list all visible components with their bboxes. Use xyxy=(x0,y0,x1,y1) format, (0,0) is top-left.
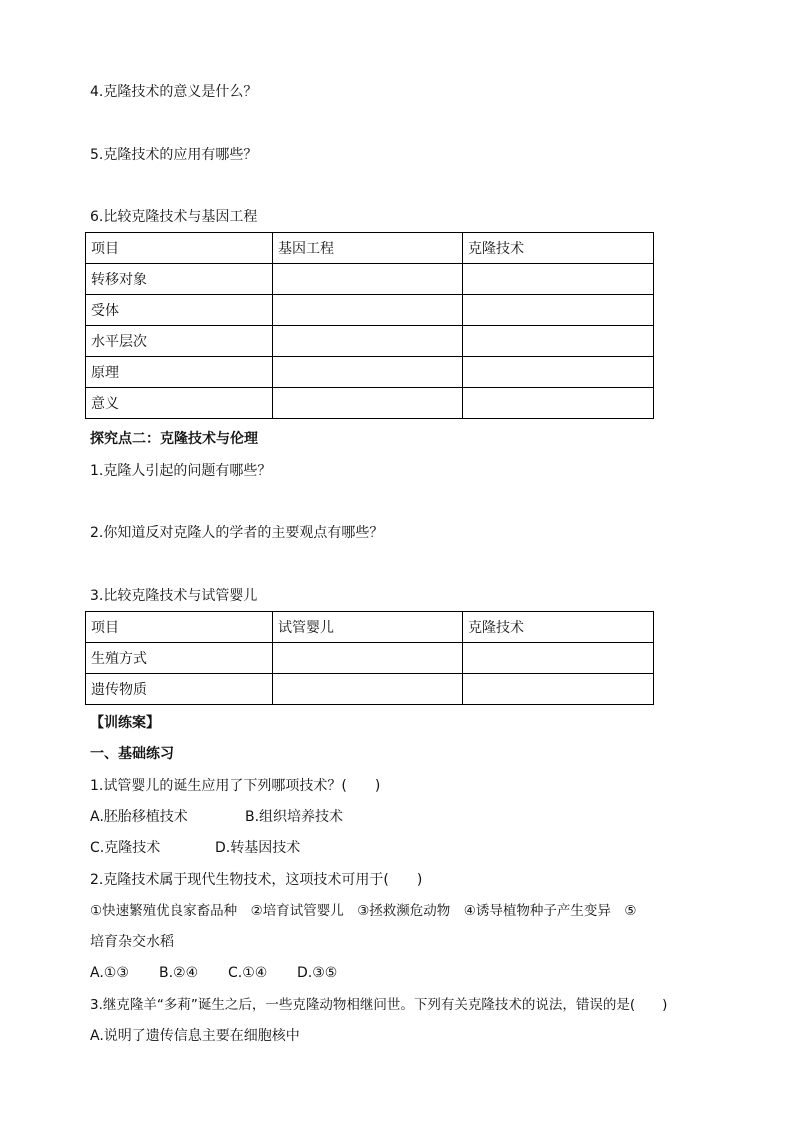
table-row xyxy=(86,643,654,674)
question-4: 4.克隆技术的意义是什么？ xyxy=(90,84,258,100)
empty-cell xyxy=(463,295,654,326)
table-row xyxy=(86,295,654,326)
row-label: 原理 xyxy=(86,357,273,388)
empty-cell xyxy=(463,388,654,419)
empty-cell xyxy=(273,643,463,674)
question-6: 6.比较克隆技术与基因工程 xyxy=(90,209,258,225)
exercise-2-options xyxy=(90,964,337,982)
row-label: 受体 xyxy=(86,295,273,326)
empty-cell xyxy=(273,326,463,357)
exercise-2-stem: 2.克隆技术属于现代生物技术，这项技术可用于( ) xyxy=(90,872,423,888)
row-label: 遗传物质 xyxy=(86,674,273,705)
empty-cell xyxy=(463,264,654,295)
table-header-row xyxy=(86,233,654,264)
row-label: 生殖方式 xyxy=(86,643,273,674)
table-header-row xyxy=(86,612,654,643)
ivf-comparison-table xyxy=(85,611,654,705)
table-header-cell: 基因工程 xyxy=(273,233,463,264)
exercise-3-option-a: A.说明了遗传信息主要在细胞核中 xyxy=(90,1028,300,1044)
question-3: 3.比较克隆技术与试管婴儿 xyxy=(90,588,258,604)
table-header-cell: 项目 xyxy=(86,233,273,264)
empty-cell xyxy=(463,326,654,357)
row-label: 意义 xyxy=(86,388,273,419)
empty-cell xyxy=(273,674,463,705)
training-title: 【训练案】 xyxy=(90,715,160,731)
exercise-2-statements-cont: 培育杂交水稻 xyxy=(90,934,174,950)
option-c: C.①④ xyxy=(228,965,268,981)
table-row xyxy=(86,388,654,419)
question-5: 5.克隆技术的应用有哪些？ xyxy=(90,147,258,163)
question-1: 1.克隆人引起的问题有哪些？ xyxy=(90,463,272,479)
exercise-1-options-row2 xyxy=(90,839,300,857)
option-d: D.③⑤ xyxy=(297,965,338,981)
table-row xyxy=(86,264,654,295)
empty-cell xyxy=(273,388,463,419)
empty-cell xyxy=(463,357,654,388)
row-label: 水平层次 xyxy=(86,326,273,357)
option-d: D.转基因技术 xyxy=(215,840,301,856)
training-subtitle: 一、基础练习 xyxy=(90,746,174,762)
table-header-cell: 克隆技术 xyxy=(463,233,654,264)
option-a: A.①③ xyxy=(90,965,129,981)
option-c: C.克隆技术 xyxy=(90,840,161,856)
table-header-cell: 克隆技术 xyxy=(463,612,654,643)
table-header-cell: 项目 xyxy=(86,612,273,643)
empty-cell xyxy=(273,357,463,388)
section-title: 探究点二：克隆技术与伦理 xyxy=(90,431,258,447)
exercise-1-options-row1 xyxy=(90,808,343,826)
row-label: 转移对象 xyxy=(86,264,273,295)
gene-engineering-comparison-table xyxy=(85,232,654,419)
exercise-3-stem: 3.继克隆羊“多莉”诞生之后，一些克隆动物相继问世。下列有关克隆技术的说法，错误的是( ) xyxy=(90,997,668,1013)
table-row xyxy=(86,674,654,705)
option-b: B.组织培养技术 xyxy=(245,809,344,825)
question-2: 2.你知道反对克隆人的学者的主要观点有哪些？ xyxy=(90,525,384,541)
table-row xyxy=(86,357,654,388)
empty-cell xyxy=(463,643,654,674)
table-row xyxy=(86,326,654,357)
exercise-2-statements: ①快速繁殖优良家畜品种 ②培育试管婴儿 ③拯救濒危动物 ④诱导植物种子产生变异 ⑤ xyxy=(90,903,637,919)
option-a: A.胚胎移植技术 xyxy=(90,809,188,825)
empty-cell xyxy=(273,264,463,295)
exercise-1-stem: 1.试管婴儿的诞生应用了下列哪项技术？( ) xyxy=(90,778,381,794)
empty-cell xyxy=(273,295,463,326)
empty-cell xyxy=(463,674,654,705)
option-b: B.②④ xyxy=(159,965,199,981)
table-header-cell: 试管婴儿 xyxy=(273,612,463,643)
